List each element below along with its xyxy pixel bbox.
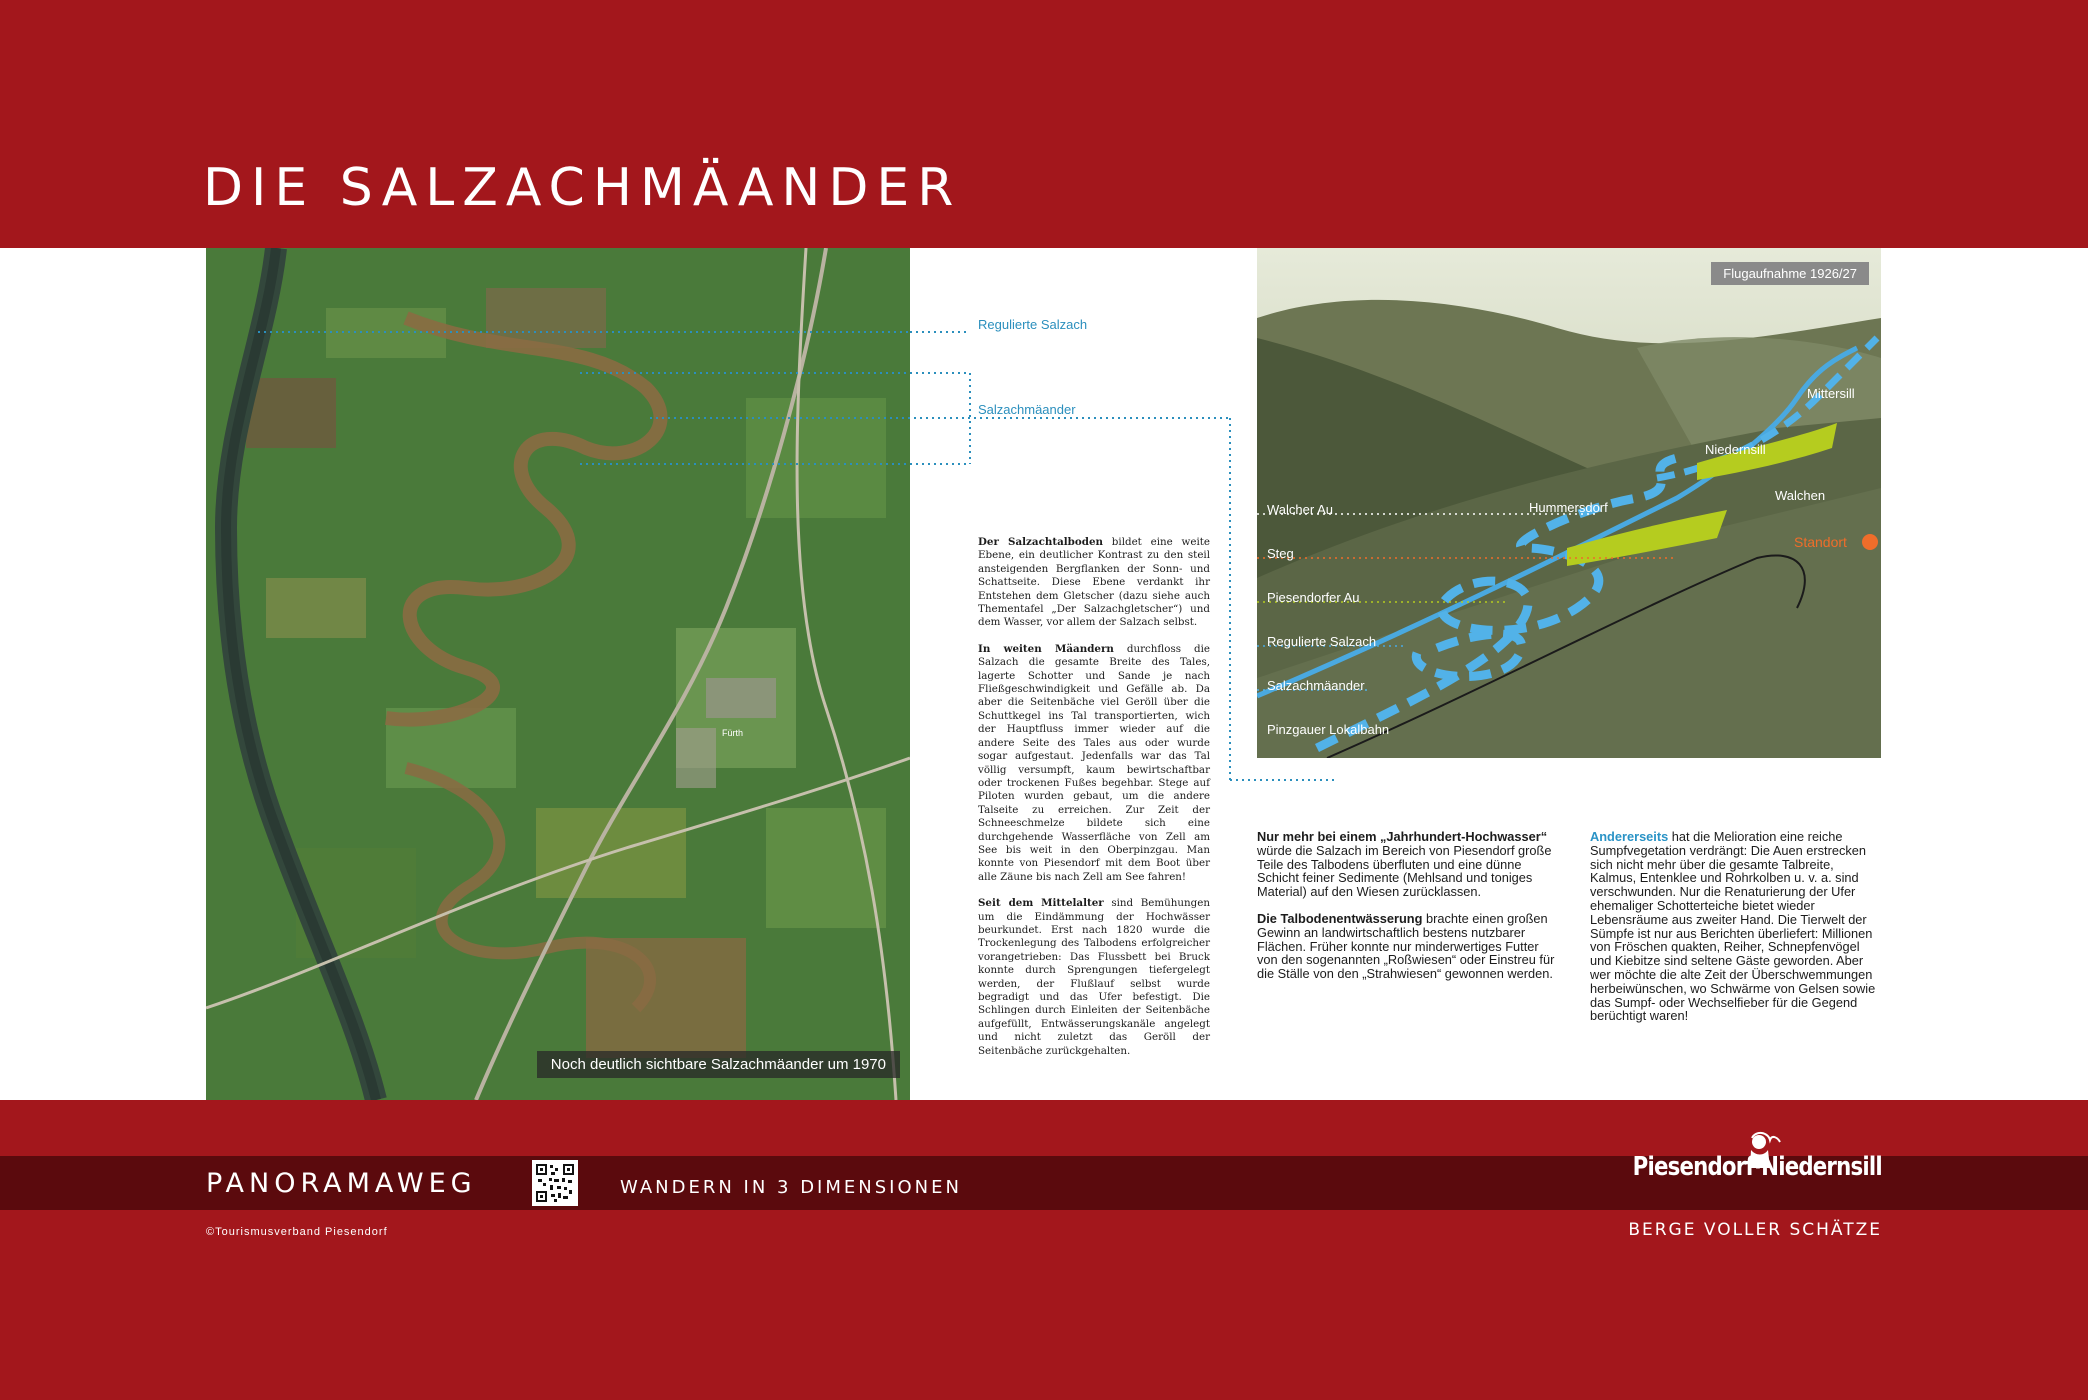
qr-code-graphic (535, 1163, 575, 1203)
place-niedernsill: Niedernsill (1705, 442, 1766, 457)
trail-subtitle: WANDERN IN 3 DIMENSIONEN (620, 1177, 962, 1198)
place-mittersill: Mittersill (1807, 386, 1855, 401)
place-hummersdorf: Hummersdorf (1529, 500, 1608, 515)
paragraph-lead: Nur mehr bei einem „Jahrhundert-Hochwasser“ (1257, 829, 1548, 844)
paragraph-lead: Andererseits (1590, 829, 1669, 844)
paragraph-text: bildet eine weite Ebene, ein deutlicher Kontrast zu den steil ansteigenden Bergflanken der Sonn- und Schattseite. Diese Ebene verdankt ihr Entstehen dem Gletscher (dazu siehe auch Thementafel „Der Salzachgletscher“) und dem Wasser, vor allem der Salzach selbst. (978, 536, 1210, 629)
text-column-3 (1590, 830, 1882, 1036)
callout-salzachmaeander: Salzachmäander (978, 402, 1076, 417)
paragraph-hochwasser (1257, 830, 1557, 899)
paragraph-text: durchfloss die Salzach die gesamte Breite des Tales, lagerte Schotter und Sande je nach Fließgeschwindigkeit und Gefälle ab. Da aber die Seitenbäche viel Geröll über die Schuttkegel ins Tal transportierten, wich der Hauptfluss immer wieder auf die andere Seite des Tales aus oder wurde sogar aufgestaut. Jedenfalls war das Tal völlig versumpft, kaum bewirtschaftbar oder trockenen Fußes begehbar. Stege auf Piloten wurden gebaut, um die andere Talseite zu erreichen. Zur Zeit der Schneeschmelze bildete sich eine durchgehende Wasserfläche von Zell am See bis weit in den Oberpinzgau. Man konnte von Piesendorf mit dem Boot über alle Zäune bis nach Zell am See fahren! (978, 642, 1210, 883)
aerial-caption: Noch deutlich sichtbare Salzachmäander um 1970 (537, 1051, 900, 1078)
paragraph-lead: Der Salzachtalboden (978, 536, 1103, 548)
paragraph-maeander (978, 643, 1210, 884)
photo-date-badge: Flugaufnahme 1926/27 (1711, 262, 1869, 285)
aerial-photo (206, 248, 910, 1100)
paragraph-andererseits (1590, 830, 1882, 1023)
legend-steg: Steg (1267, 546, 1294, 561)
paragraph-text: hat die Melioration eine reiche Sumpfvegetation verdrängt: Die Auen erstrecken sich nicht mehr über die gesamte Talbreite, Kalmus, Entenklee und Rohrkolben u. v. a. sind verschwunden. Nur die Renaturierung der Ufer ehemaliger Schotterteiche bietet wieder Lebensräume aus zweiter Hand. Die Tierwelt der Sümpfe ist nur aus Berichten überliefert: Millionen von Fröschen quakten, Reiher, Schnepfenvögel und Kiebitze sind seltene Gäste geworden. Aber wer möchte die alte Zeit der Überschwemmungen herbeiwünschen, wo Schwärme von Gelsen sowie das Sumpf- oder Wechselfieber für die Gegend berüchtigt waren! (1590, 829, 1876, 1024)
legend-regulierte-salzach: Regulierte Salzach (1267, 634, 1377, 649)
place-label-fuerth: Fürth (722, 728, 744, 738)
text-column-1 (978, 536, 1210, 1071)
text-column-2 (1257, 830, 1557, 994)
paragraph-lead: In weiten Mäandern (978, 642, 1114, 655)
copyright: ©Tourismusverband Piesendorf (206, 1226, 388, 1238)
aerial-photo-illustration (206, 248, 910, 1100)
callout-regulierte-salzach: Regulierte Salzach (978, 317, 1088, 332)
standort-label: Standort (1794, 534, 1847, 550)
paragraph-text: sind Bemühungen um die Eindämmung der Hochwässer beurkundet. Erst nach 1820 wurde die Trockenlegung des Talbodens erfolgreicher vorangetrieben: Das Flussbett bei Bruck konnte durch Sprengungen tiefergelegt werden, der Flußlauf selbst wurde begradigt und das Ufer befestigt. Die Schlingen durch Einleiten der Seitenbäche aufgefüllt, Entwässerungskanäle angelegt und nicht zuletzt das Geröll der Seitenbäche zurückgehalten. (978, 897, 1210, 1057)
brand-tagline: BERGE VOLLER SCHÄTZE (1628, 1220, 1882, 1240)
paragraph-lead: Die Talbodenentwässerung (1257, 910, 1423, 926)
paragraph-lead: Seit dem Mittelalter (978, 897, 1104, 910)
place-walchen: Walchen (1775, 488, 1826, 503)
legend-pinzgauer-lokalbahn: Pinzgauer Lokalbahn (1267, 722, 1390, 737)
page-title: DIE SALZACHMÄANDER (203, 158, 962, 218)
historic-aerial-photo (1257, 248, 1881, 758)
trail-title: PANORAMAWEG (206, 1168, 477, 1199)
legend-walcher-au: Walcher Au (1267, 502, 1333, 517)
brand-logo: Piesendorf·Niedernsill (1632, 1152, 1882, 1182)
paragraph-text: würde die Salzach im Bereich von Piesendorf große Teile des Talbodens überfluten und eine dünne Schicht feiner Sedimente (Mehlsand und toniges Material) auf den Wiesen zurücklassen. (1257, 842, 1552, 900)
paragraph-talboden (978, 536, 1210, 630)
paragraph-text: brachte einen großen Gewinn an landwirtschaftlich bestens nutzbarer Flächen. Früher konnte nur minderwertiges Futter von den sogenannten „Roßwiesen“ oder Einstreu für die Ställe von den „Strahwiesen“ gewonnen werden. (1257, 910, 1555, 982)
paragraph-entwaesserung (1257, 912, 1557, 981)
legend-piesendorfer-au: Piesendorfer Au (1267, 590, 1360, 605)
qr-code-icon[interactable] (532, 1160, 578, 1206)
paragraph-mittelalter (978, 897, 1210, 1058)
legend-salzachmaeander: Salzachmäander (1267, 678, 1365, 693)
